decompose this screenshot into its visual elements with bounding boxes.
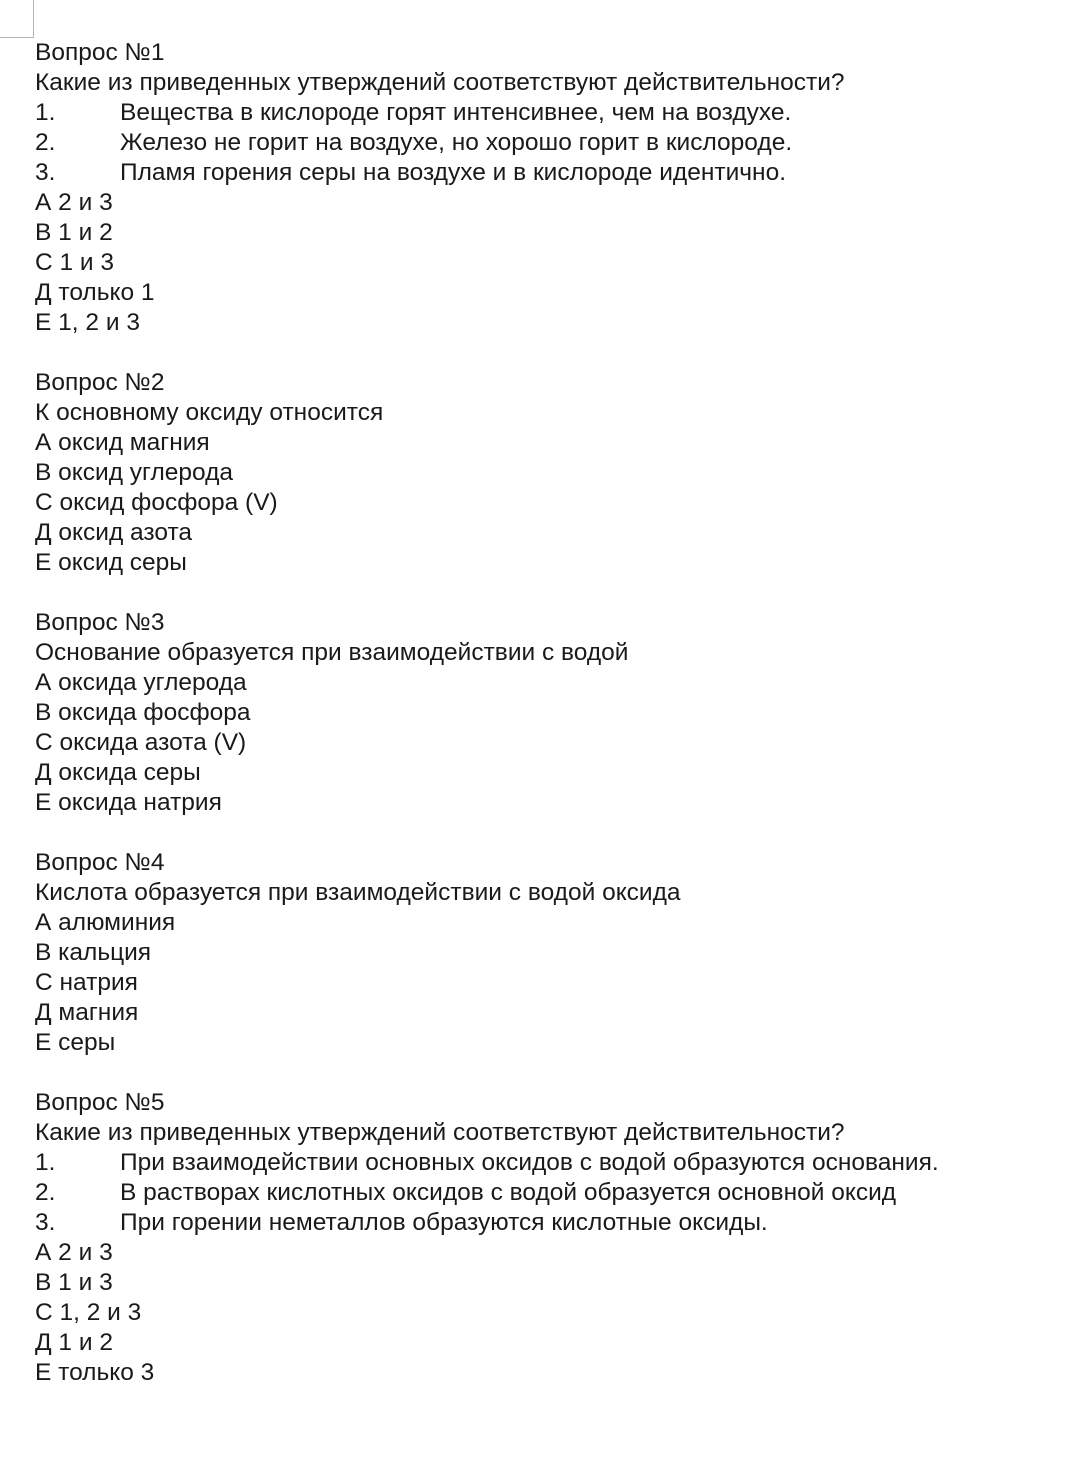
statement-item [35,98,1045,128]
answer-option: В оксида фосфора [35,699,251,726]
statement-number: 2. [35,1179,56,1206]
question-prompt: Какие из приведенных утверждений соответствуют действительности? [35,1119,845,1146]
document-body [35,38,1045,1388]
answer-option: С оксида азота (V) [35,729,247,756]
question-prompt: Основание образуется при взаимодействии с водой [35,639,629,666]
paragraph-gap [35,578,1045,608]
answer-option: Д магния [35,999,139,1026]
statement-text: Пламя горения серы на воздухе и в кислороде идентично. [120,159,787,186]
paragraph-gap [35,338,1045,368]
question-title: Вопрос №2 [35,369,165,396]
statement-number: 3. [35,159,56,186]
statement-number: 3. [35,1209,56,1236]
question-title: Вопрос №5 [35,1089,165,1116]
answer-option: С 1 и 3 [35,249,115,276]
statement-item [35,1148,1045,1178]
answer-option: А алюминия [35,909,176,936]
question-prompt: Какие из приведенных утверждений соответствуют действительности? [35,69,845,96]
statement-text: В растворах кислотных оксидов с водой образуется основной оксид [120,1179,897,1206]
paragraph-gap [35,818,1045,848]
statement-item [35,1178,1045,1208]
answer-option: С оксид фосфора (V) [35,489,278,516]
statement-item [35,1208,1045,1238]
answer-option: Е оксид серы [35,549,187,576]
answer-option: Е 1, 2 и 3 [35,309,140,336]
paragraph-gap [35,1058,1045,1088]
statement-text: При взаимодействии основных оксидов с водой образуются основания. [120,1149,939,1176]
answer-option: Д оксида серы [35,759,201,786]
question-block [35,368,1045,578]
question-title: Вопрос №4 [35,849,165,876]
page-corner-mark [0,0,34,38]
statement-text: Вещества в кислороде горят интенсивнее, чем на воздухе. [120,99,792,126]
statement-text: При горении неметаллов образуются кислотные оксиды. [120,1209,768,1236]
answer-option: Е оксида натрия [35,789,222,816]
question-prompt: К основному оксиду относится [35,399,384,426]
answer-option: А 2 и 3 [35,1239,113,1266]
answer-option: Е только 3 [35,1359,155,1386]
question-title: Вопрос №1 [35,39,165,66]
answer-option: Д только 1 [35,279,155,306]
answer-option: С 1, 2 и 3 [35,1299,142,1326]
answer-option: В оксид углерода [35,459,234,486]
question-block [35,38,1045,338]
answer-option: А оксид магния [35,429,210,456]
question-block [35,608,1045,818]
statement-number: 2. [35,129,56,156]
statement-item [35,128,1045,158]
statement-text: Железо не горит на воздухе, но хорошо горит в кислороде. [120,129,793,156]
statement-number: 1. [35,1149,56,1176]
answer-option: Е серы [35,1029,116,1056]
question-prompt: Кислота образуется при взаимодействии с водой оксида [35,879,681,906]
answer-option: Д 1 и 2 [35,1329,113,1356]
statement-item [35,158,1045,188]
question-block [35,1088,1045,1388]
statement-number: 1. [35,99,56,126]
question-block [35,848,1045,1058]
answer-option: А оксида углерода [35,669,247,696]
answer-option: А 2 и 3 [35,189,113,216]
answer-option: С натрия [35,969,138,996]
answer-option: В кальция [35,939,152,966]
answer-option: Д оксид азота [35,519,193,546]
question-title: Вопрос №3 [35,609,165,636]
answer-option: В 1 и 3 [35,1269,113,1296]
answer-option: В 1 и 2 [35,219,113,246]
